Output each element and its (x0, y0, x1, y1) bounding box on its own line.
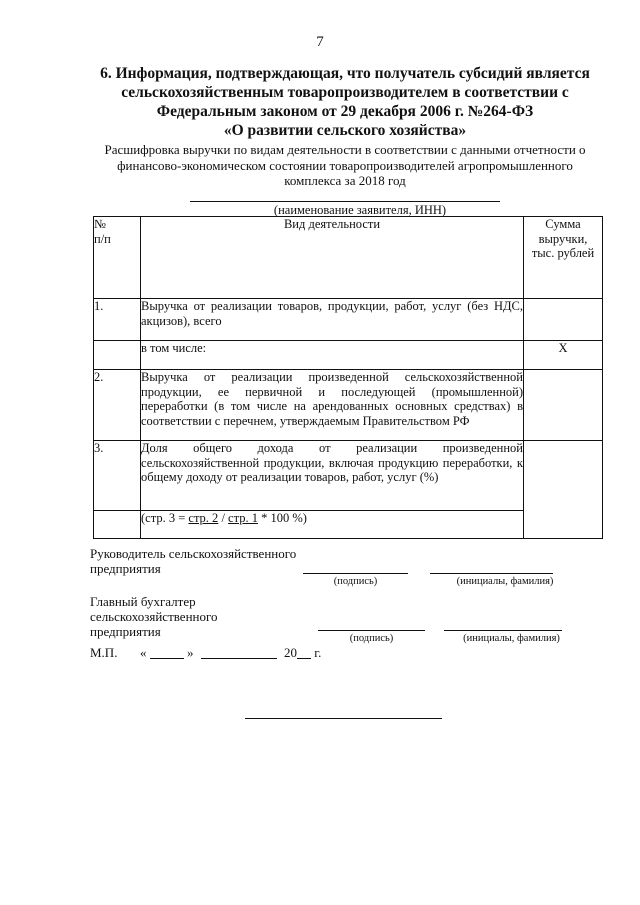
bottom-separator (245, 718, 442, 719)
date-open-quote: « (139, 645, 147, 660)
header-number-abbr: п/п (94, 231, 111, 246)
row-number: 1. (94, 299, 141, 341)
head-label-line: предприятия (90, 561, 161, 576)
heading-line: «О развитии сельского хозяйства» (223, 122, 467, 139)
row-number (94, 341, 141, 370)
heading-line: сельскохозяйственным товаропроизводителем в соответствии с (121, 84, 569, 101)
head-signature-caption: (подпись) (333, 576, 378, 587)
stamp-date-line (90, 645, 321, 660)
table-description (70, 142, 620, 189)
table-row (94, 441, 603, 511)
table-row (94, 370, 603, 441)
applicant-fill-line (190, 201, 500, 202)
section-heading (60, 64, 630, 140)
formula-text (141, 511, 524, 539)
table-header-row (94, 217, 603, 299)
header-number-sign: № (94, 217, 106, 231)
subtitle-line: Расшифровка выручки по видам деятельности в соответствии с данными отчетности о (104, 142, 586, 157)
row-text: в том числе: (141, 341, 524, 370)
head-signature-line (303, 573, 408, 574)
date-close-quote: » (186, 645, 194, 660)
header-sum-cell (524, 217, 603, 299)
row-text: Выручка от реализации произведенной сельскохозяйственной продукции, ее первичной и последующей (промышленной) переработки (в том числе на арендованных основных средствах) в соответствии с перечнем, утверждаемым Правительством РФ (141, 370, 524, 441)
header-activity-cell: Вид деятельности (141, 217, 524, 299)
page-number: 7 (316, 34, 324, 50)
formula-ref-row1: стр. 1 (228, 511, 258, 525)
formula-suffix: * 100 %) (257, 511, 307, 525)
header-sum-line: выручки, (538, 231, 588, 246)
heading-line: Федеральным законом от 29 декабря 2006 г. №264-ФЗ (156, 103, 534, 120)
row-text: Выручка от реализации товаров, продукции, работ, услуг (без НДС, акцизов), всего (141, 299, 524, 341)
formula-prefix: (стр. 3 = (141, 511, 189, 525)
head-label-line: Руководитель сельскохозяйственного (90, 546, 297, 561)
subtitle-line: финансово-экономическом состоянии товаропроизводителей агропромышленного (117, 157, 573, 173)
head-name-caption: (инициалы, фамилия) (456, 576, 554, 587)
head-name-line (430, 573, 553, 574)
row-value (524, 370, 603, 441)
revenue-table (93, 216, 603, 539)
head-signatory-label (90, 546, 296, 576)
heading-line: 6. Информация, подтверждающая, что получатель субсидий является (100, 65, 590, 82)
applicant-caption: (наименование заявителя, ИНН) (273, 203, 447, 217)
header-sum-line: тыс. рублей (531, 246, 595, 260)
row-value (524, 441, 603, 539)
row-number: 3. (94, 441, 141, 511)
stamp-label: М.П. (90, 645, 118, 660)
accountant-label-line: предприятия (90, 624, 161, 639)
subtitle-line: комплекса за 2018 год (284, 173, 406, 188)
formula-ref-row2: стр. 2 (188, 511, 219, 525)
accountant-signature-line (318, 630, 425, 631)
accountant-name-caption: (инициалы, фамилия) (463, 633, 560, 644)
year-blank (297, 658, 311, 659)
header-sum-line: Сумма (545, 217, 581, 231)
row-number: 2. (94, 370, 141, 441)
accountant-name-line (444, 630, 562, 631)
accountant-label-line: сельскохозяйственного (90, 609, 218, 624)
header-number-cell (94, 217, 141, 299)
accountant-label (90, 594, 218, 639)
row-value: X (524, 341, 603, 370)
row-value (524, 299, 603, 341)
table-row (94, 341, 603, 370)
formula-number-cell (94, 511, 141, 539)
accountant-label-line: Главный бухгалтер (90, 594, 196, 609)
formula-separator: / (218, 511, 229, 525)
day-blank (150, 658, 184, 659)
year-suffix: г. (310, 645, 322, 660)
accountant-signature-caption: (подпись) (349, 633, 394, 644)
table-row (94, 299, 603, 341)
year-prefix: 20 (283, 645, 297, 660)
month-blank (201, 658, 277, 659)
row-text: Доля общего дохода от реализации произведенной сельскохозяйственной продукции, включая продукцию переработки, к общему доходу от реализации товаров, работ, услуг (%) (141, 441, 524, 511)
